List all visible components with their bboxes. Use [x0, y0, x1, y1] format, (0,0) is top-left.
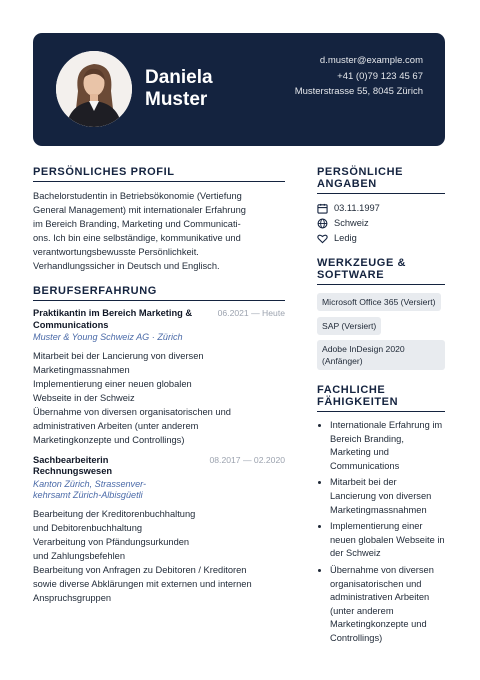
- personal-item: [317, 201, 445, 215]
- profile-line: ons. Ich bin eine selbständige, kommunikative und: [33, 233, 241, 243]
- job-line: Verarbeitung von Pfändungsurkunden: [33, 536, 190, 547]
- job-line: Übernahme von diversen organisatorischen und: [33, 406, 231, 417]
- skill-item: • Internationale Erfahrung im Bereich Branding, Marketing und Communications: [330, 419, 445, 473]
- tool-tag: Adobe InDesign 2020 (Anfänger): [317, 340, 445, 370]
- job-line: Bearbeitung von Anfragen zu Debitoren / Kreditoren: [33, 564, 247, 575]
- profile-line: Bachelorstudentin in Betriebsökonomie (Vertiefung: [33, 191, 242, 201]
- phone-number[interactable]: +41 (0)79 123 45 67: [337, 70, 423, 82]
- profile-line: verantwortungsbewusste Persönlichkeit.: [33, 247, 199, 257]
- profile-line: im Bereich Branding, Marketing und Communicati-: [33, 219, 241, 229]
- nationality: Schweiz: [334, 218, 369, 228]
- name-last: Muster: [145, 89, 208, 110]
- job-date: 06.2021 — Heute: [217, 308, 285, 318]
- experience-heading: BERUFSERFAHRUNG: [33, 285, 285, 301]
- job-line: Bearbeitung der Kreditorenbuchhaltung: [33, 508, 196, 519]
- job-line: Marketingkonzepte und Controllings): [33, 434, 185, 445]
- job-line: und Zahlungsbefehlen: [33, 550, 126, 561]
- skill-item: • Übernahme von diversen organisatorischen und administrativen Arbeiten (unter anderem Marketingkonzepte und Controllings): [330, 564, 445, 646]
- job-date: 08.2017 — 02.2020: [209, 454, 285, 465]
- tool-tag: SAP (Versiert): [317, 317, 381, 335]
- tools-list: [317, 292, 445, 375]
- job-line: Webseite in der Schweiz: [33, 392, 135, 403]
- job-line: Mitarbeit bei der Lancierung von diversen: [33, 350, 204, 361]
- candidate-name: [145, 67, 255, 111]
- job-line: administrativen Arbeiten (unter anderem: [33, 420, 199, 431]
- skills-heading: FACHLICHE FÄHIGKEITEN: [317, 384, 445, 412]
- job-description: [33, 349, 285, 447]
- right-column: [317, 166, 445, 649]
- skill-item: • Implementierung einer neuen globalen Webseite in der Schweiz: [330, 520, 445, 561]
- profile-photo: [56, 51, 132, 127]
- personal-item: [317, 216, 445, 230]
- profile-photo-image: [56, 51, 132, 127]
- job-company: Muster & Young Schweiz AG · Zürich: [33, 332, 183, 342]
- profile-heading: PERSÖNLICHES PROFIL: [33, 166, 285, 182]
- personal-heading: PERSÖNLICHE ANGABEN: [317, 166, 445, 194]
- email-link[interactable]: d.muster@example.com: [319, 55, 423, 66]
- profile-line: Verhandlungssicher in Deutsch und Englisch.: [33, 261, 220, 271]
- marital-status: Ledig: [334, 233, 357, 243]
- calendar-icon: [317, 203, 328, 214]
- job-company: Kanton Zürich, Strassenver-kehrsamt Zürich-Albisgüetli: [33, 478, 147, 500]
- job-line: Anspruchsgruppen: [33, 592, 112, 603]
- profile-text: [33, 189, 285, 273]
- tools-heading: WERKZEUGE & SOFTWARE: [317, 257, 445, 285]
- heart-icon: [317, 233, 328, 244]
- job-line: Marketingmassnahmen: [33, 364, 130, 375]
- job-entry: [33, 308, 285, 447]
- left-column: [33, 166, 285, 613]
- job-description: [33, 507, 285, 605]
- resume-header: [33, 33, 445, 146]
- personal-list: [317, 201, 445, 245]
- job-line: Implementierung einer neuen globalen: [33, 378, 192, 389]
- name-first: Daniela: [145, 67, 213, 88]
- globe-icon: [317, 218, 328, 229]
- job-title: Sachbearbeiterin Rechnungswesen: [33, 454, 113, 476]
- job-line: und Debitorenbuchhaltung: [33, 522, 143, 533]
- tool-tag: Microsoft Office 365 (Versiert): [317, 293, 441, 311]
- skill-item: • Mitarbeit bei der Lancierung von diversen Marketingmassnahmen: [330, 476, 445, 517]
- job-line: sowie diverse Abklärungen mit externen und internen: [33, 578, 252, 589]
- skills-list: [317, 419, 445, 646]
- birth-date: 03.11.1997: [334, 203, 380, 213]
- personal-item: [317, 231, 445, 245]
- job-entry: [33, 455, 285, 605]
- profile-line: General Management) mit internationaler Erfahrung: [33, 205, 246, 215]
- contact-info: [295, 53, 423, 100]
- address: Musterstrasse 55, 8045 Zürich: [294, 86, 423, 97]
- job-title: Praktikantin im Bereich Marketing & Communications: [33, 308, 193, 330]
